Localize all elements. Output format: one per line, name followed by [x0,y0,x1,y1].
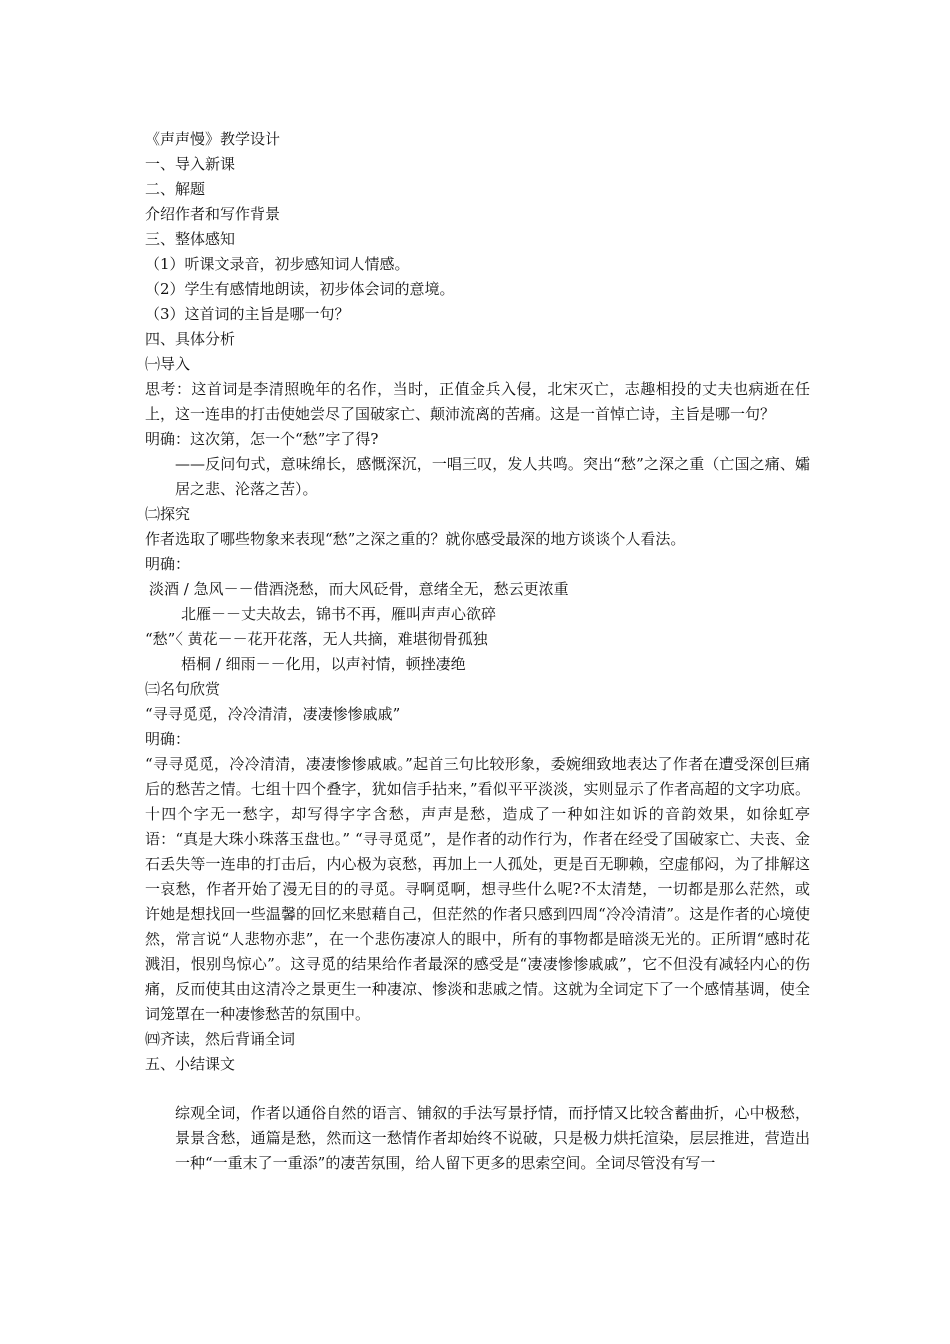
document-body [145,127,810,1176]
subsection-1-question: 思考：这首词是李清照晚年的名作，当时，正值金兵入侵，北宋灭亡，志趣相投的丈夫也病逝在任上，这一连串的打击使她尝尽了国破家亡、颠沛流离的苦痛。这是一首悼亡诗，主旨是哪一句？ [145,380,810,423]
section-3-heading: 三、整体感知 [145,230,236,248]
subsection-4-heading: ㈣齐读，然后背诵全词 [145,1030,296,1048]
blank-line [145,1077,810,1101]
subsection-2-heading: ㈡探究 [145,505,191,523]
section-3-item-3: （3）这首词的主旨是哪一句？ [145,305,350,323]
section-3-item-1: （1）听课文录音，初步感知词人情感。 [145,255,410,273]
subsection-2-answer-label: 明确： [145,555,191,573]
imagery-line-2: 北雁－－丈夫故去，锦书不再，雁叫声声心欲碎 [181,605,497,623]
subsection-1-note: ——反问句式，意味绵长，感慨深沉，一唱三叹，发人共鸣。突出“愁”之深之重（亡国之痛、孀居之悲、沦落之苦）。 [175,455,810,498]
section-1-heading: 一、导入新课 [145,155,236,173]
famous-line-quote: “寻寻觅觅，冷冷清清，凄凄惨惨戚戚” [145,705,401,723]
section-2-text: 介绍作者和写作背景 [145,205,281,223]
section-3-item-2: （2）学生有感情地朗读，初步体会词的意境。 [145,280,455,298]
imagery-line-3: “愁”〈 黄花－－花开花落，无人共摘，难堪彻骨孤独 [145,630,488,648]
section-5-heading: 五、小结课文 [145,1055,236,1073]
section-2-heading: 二、解题 [145,180,206,198]
imagery-line-4: 梧桐 / 细雨－－化用，以声衬情，顿挫凄绝 [181,655,466,673]
famous-line-analysis: “寻寻觅觅，冷冷清清，凄凄惨惨戚戚。”起首三句比较形象，委婉细致地表达了作者在遭受深创巨痛后的愁苦之情。七组十四个叠字，犹如信手拈来，”看似平平淡淡，实则显示了作者高超的文字功底。十四个字无一愁字，却写得字字含愁，声声是愁，造成了一种如注如诉的音韵效果，如徐虹亭语：“真是大珠小珠落玉盘也。” “寻寻觅觅”，是作者的动作行为，作者在经受了国破家亡、夫丧、金石丢失等一连串的打击后，内心极为哀愁，再加上一人孤处，更是百无聊赖，空虚郁闷，为了排解这一哀愁，作者开始了漫无目的的寻觅。寻啊觅啊，想寻些什么呢?不太清楚，一切都是那么茫然，或许她是想找回一些温馨的回忆来慰藉自己，但茫然的作者只感到四周“冷冷清清”。这是作者的心境使然，常言说“人悲物亦悲”，在一个悲伤凄凉人的眼中，所有的事物都是暗淡无光的。正所谓“感时花溅泪，恨别鸟惊心”。这寻觅的结果给作者最深的感受是“凄凄惨惨戚戚”，它不但没有减轻内心的伤痛，反而使其由这清冷之景更生一种凄凉、惨淡和悲戚之情。这就为全词定下了一个感情基调，使全词笼罩在一种凄惨愁苦的氛围中。 [145,755,810,1023]
subsection-1-answer: 明确：这次第，怎一个“愁”字了得? [145,430,379,448]
subsection-3-answer-label: 明确： [145,730,191,748]
doc-title: 《声声慢》教学设计 [145,130,281,148]
subsection-3-heading: ㈢名句欣赏 [145,680,221,698]
summary-paragraph: 综观全词，作者以通俗自然的语言、铺叙的手法写景抒情，而抒情又比较含蓄曲折，心中极愁，景景含愁，通篇是愁，然而这一愁情作者却始终不说破，只是极力烘托渲染，层层推进，营造出一种“一重末了一重添”的凄苦氛围，给人留下更多的思索空间。全词尽管没有写一 [175,1104,810,1172]
subsection-2-question: 作者选取了哪些物象来表现“愁”之深之重的？就你感受最深的地方谈谈个人看法。 [145,530,686,548]
section-4-heading: 四、具体分析 [145,330,236,348]
imagery-line-1: 淡酒 / 急风－－借酒浇愁，而大风砭骨，意绪全无，愁云更浓重 [149,580,569,598]
subsection-1-heading: ㈠导入 [145,355,191,373]
